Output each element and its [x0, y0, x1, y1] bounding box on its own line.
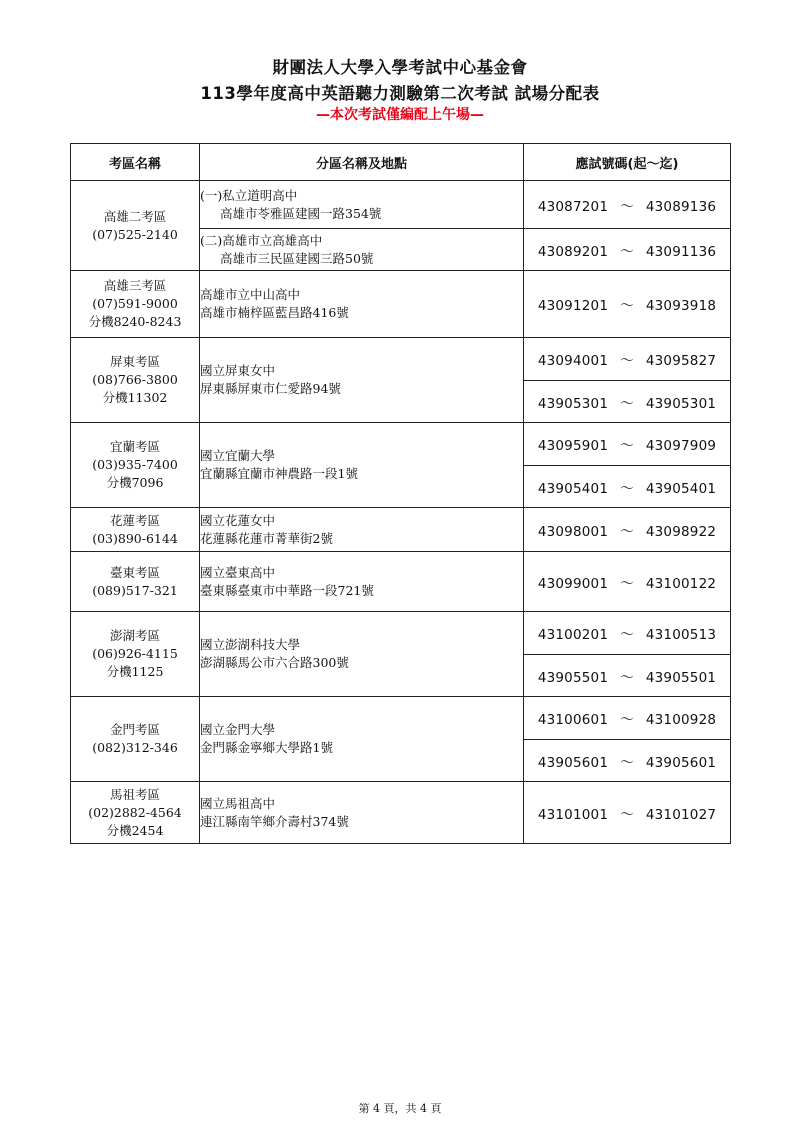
district-name: 臺東考區: [109, 564, 160, 580]
range-start: 43089201: [537, 243, 609, 260]
range-end: 43091136: [645, 243, 717, 260]
site-address: 臺東縣臺東市中華路一段721號: [200, 582, 374, 598]
page-footer: 第 4 頁，共 4 頁: [358, 1102, 442, 1115]
session-note: —本次考試僅編配上午場—: [316, 107, 484, 123]
table-body: [71, 181, 731, 844]
site-cell: [200, 612, 524, 697]
range-start: 43905301: [537, 395, 609, 412]
site-cell: [200, 271, 524, 338]
column-header-range: 應試號碼(起～迄): [524, 144, 731, 181]
range-cell: [524, 229, 731, 271]
range-start: 43087201: [537, 198, 609, 215]
district-name: 屏東考區: [109, 354, 160, 369]
site-cell: [200, 229, 524, 271]
site-cell: [200, 181, 524, 229]
range-cell: [524, 782, 731, 844]
district-cell: [71, 181, 200, 271]
range-cell: [524, 612, 731, 655]
range-cell: [524, 466, 731, 508]
site-address: 澎湖縣馬公市六合路300號: [200, 655, 349, 670]
site-address: 花蓮縣花蓮市菁華街2號: [200, 530, 333, 546]
district-name: 花蓮考區: [109, 512, 160, 528]
range-cell: [524, 552, 731, 612]
range-separator: ～: [620, 575, 634, 592]
district-cell: [71, 612, 200, 697]
district-name: 馬祖考區: [109, 786, 160, 802]
district-extension: 分機1125: [106, 664, 164, 679]
table-row: [71, 697, 731, 740]
district-phone: (06)926-4115: [92, 646, 178, 661]
site-name: 國立澎湖科技大學: [200, 637, 301, 652]
range-start: 43100201: [537, 627, 609, 643]
district-cell: [71, 338, 200, 423]
range-end: 43905401: [645, 480, 717, 497]
range-separator: ～: [620, 395, 634, 412]
column-header-district: 考區名稱: [71, 144, 200, 181]
table-row: [71, 612, 731, 655]
site-name: (一)私立道明高中: [200, 187, 298, 203]
site-name: 國立屏東女中: [200, 363, 276, 378]
range-separator: ～: [620, 198, 634, 215]
district-extension: 分機7096: [106, 475, 164, 490]
range-end: 43093918: [645, 298, 717, 314]
range-end: 43905601: [645, 754, 717, 771]
site-cell: [200, 338, 524, 423]
range-separator: ～: [620, 298, 634, 314]
range-start: 43905501: [537, 669, 609, 686]
site-name: (二)高雄市立高雄高中: [200, 232, 323, 248]
district-phone: (07)591-9000: [92, 296, 178, 311]
range-cell: [524, 655, 731, 697]
range-start: 43905401: [537, 480, 609, 497]
range-separator: ～: [620, 438, 634, 454]
site-cell: [200, 552, 524, 612]
district-name: 金門考區: [109, 722, 160, 737]
site-name: 國立臺東高中: [200, 564, 276, 580]
table-row: [71, 552, 731, 612]
district-phone: (08)766-3800: [92, 372, 178, 387]
site-address: 屏東縣屏東市仁愛路94號: [200, 381, 341, 396]
district-name: 澎湖考區: [109, 628, 160, 643]
range-cell: [524, 381, 731, 423]
range-cell: [524, 697, 731, 740]
district-extension: 分機8240-8243: [88, 314, 182, 329]
district-cell: [71, 271, 200, 338]
district-name: 高雄二考區: [103, 208, 167, 224]
range-cell: [524, 338, 731, 381]
site-cell: [200, 697, 524, 782]
range-separator: ～: [620, 669, 634, 686]
range-cell: [524, 271, 731, 338]
table-row: [71, 181, 731, 229]
range-cell: [524, 740, 731, 782]
site-address: 高雄市苓雅區建國一路354號: [220, 205, 382, 221]
range-start: 43098001: [537, 523, 609, 540]
district-name: 高雄三考區: [103, 278, 167, 293]
district-extension: 分機2454: [106, 822, 164, 838]
range-start: 43094001: [537, 353, 609, 369]
range-start: 43101001: [537, 806, 609, 823]
range-start: 43905601: [537, 754, 609, 771]
table-row: [71, 271, 731, 338]
district-name: 宜蘭考區: [109, 439, 160, 454]
range-end: 43100122: [645, 575, 717, 592]
district-phone: (03)890-6144: [92, 530, 178, 546]
range-cell: [524, 508, 731, 552]
site-name: 國立金門大學: [200, 722, 276, 737]
range-start: 43099001: [537, 575, 609, 592]
district-cell: [71, 508, 200, 552]
table-row: [71, 782, 731, 844]
district-phone: (03)935-7400: [92, 457, 178, 472]
site-address: 高雄市三民區建國三路50號: [220, 250, 374, 266]
site-cell: [200, 782, 524, 844]
range-end: 43101027: [645, 806, 717, 823]
site-address: 金門縣金寧鄉大學路1號: [200, 740, 333, 755]
org-title: 財團法人大學入學考試中心基金會: [272, 58, 528, 77]
table-row: [71, 338, 731, 381]
site-address: 連江縣南竿鄉介壽村374號: [200, 813, 349, 829]
range-cell: [524, 181, 731, 229]
district-cell: [71, 423, 200, 508]
range-separator: ～: [620, 353, 634, 369]
range-separator: ～: [620, 243, 634, 260]
range-start: 43095901: [537, 438, 609, 454]
district-cell: [71, 552, 200, 612]
range-end: 43097909: [645, 438, 717, 454]
range-separator: ～: [620, 480, 634, 497]
range-end: 43089136: [645, 198, 717, 215]
site-address: 高雄市楠梓區藍昌路416號: [200, 305, 349, 320]
range-end: 43100928: [645, 712, 717, 728]
district-phone: (082)312-346: [92, 740, 178, 755]
range-separator: ～: [620, 806, 634, 823]
document-title: 113學年度高中英語聽力測驗第二次考試 試場分配表: [200, 84, 600, 103]
site-cell: [200, 423, 524, 508]
district-extension: 分機11302: [102, 390, 168, 405]
range-end: 43905301: [645, 395, 717, 412]
site-address: 宜蘭縣宜蘭市神農路一段1號: [200, 466, 358, 481]
site-name: 國立宜蘭大學: [200, 448, 276, 463]
range-start: 43100601: [537, 712, 609, 728]
range-start: 43091201: [537, 298, 609, 314]
range-separator: ～: [620, 627, 634, 643]
site-name: 國立花蓮女中: [200, 512, 276, 528]
district-cell: [71, 697, 200, 782]
district-phone: (07)525-2140: [92, 226, 178, 242]
district-cell: [71, 782, 200, 844]
range-separator: ～: [620, 712, 634, 728]
range-end: 43095827: [645, 353, 717, 369]
table-row: [71, 508, 731, 552]
range-end: 43100513: [645, 627, 717, 643]
site-name: 國立馬祖高中: [200, 795, 276, 811]
range-cell: [524, 423, 731, 466]
range-end: 43905501: [645, 669, 717, 686]
range-separator: ～: [620, 754, 634, 771]
range-end: 43098922: [645, 523, 717, 540]
site-cell: [200, 508, 524, 552]
district-phone: (089)517-321: [92, 582, 178, 598]
table-header-row: [71, 144, 731, 181]
table-row: [71, 423, 731, 466]
site-name: 高雄市立中山高中: [200, 287, 301, 302]
range-separator: ～: [620, 523, 634, 540]
allocation-table: [70, 143, 731, 844]
column-header-site: 分區名稱及地點: [200, 144, 524, 181]
district-phone: (02)2882-4564: [88, 804, 182, 820]
